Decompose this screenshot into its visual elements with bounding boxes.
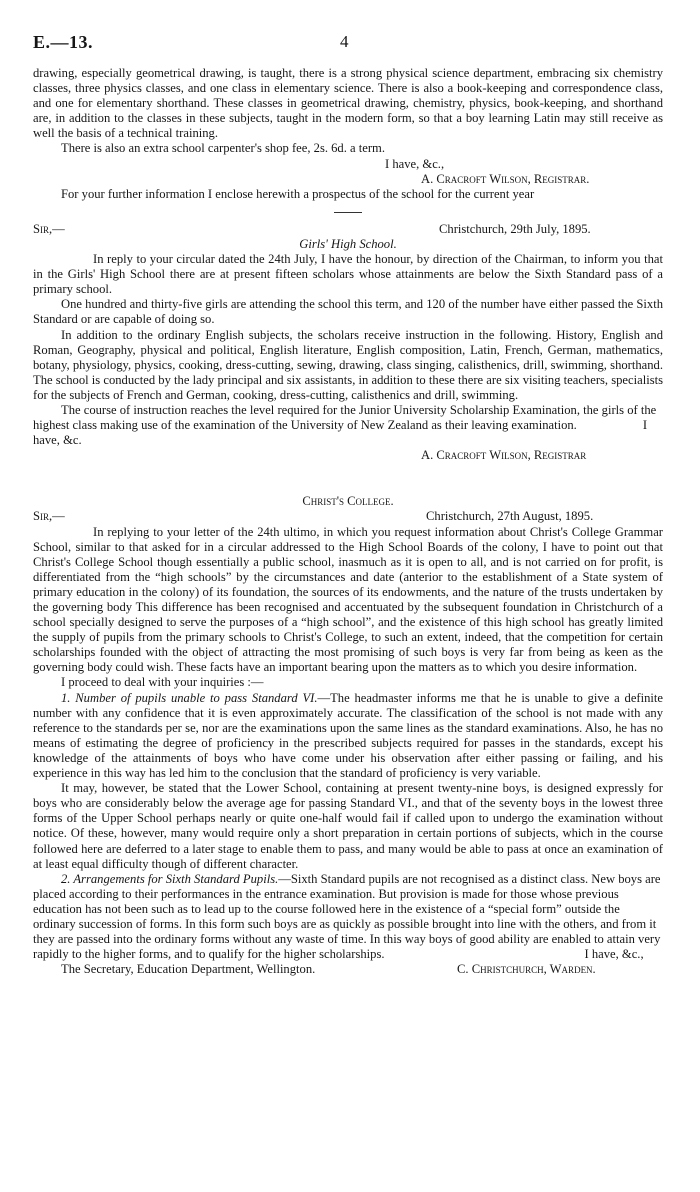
letter3-paragraph-1: In replying to your letter of the 24th ultimo, in which you request information about Christ's College Grammar School, similar to that asked for in a circular addressed to the High School Boards of the colony, I have to point out that Christ's College School though essentially a public school, inasmuch as it is open to all, and is not carried on for profit, is differentiated from the “high schools” by the circumstances and date (anterior to the establishment of a State system of primary education in the colony) of its foundation, the sources of its endowments, and the nature of the trusts undertaken by the governing body This difference has been recognised and accentuated by the subsequent foundation in Christchurch of a school specially designed to serve the purposes of a “high school”, and the existence of this high school has greatly limited the supply of pupils from the primary schools to Christ's College, to such an extent, indeed, that the competition for certain scholarships founded with the object of attracting the most promising of such boys is very far from being as keen as the governing body could wish. These facts have an important bearing upon the matters as to which you desire information. xyxy=(33,524,663,675)
letter3-date: Christchurch, 27th August, 1895. xyxy=(426,509,594,524)
section-spacer xyxy=(33,463,663,494)
letter3-paragraph-3-text: —The headmaster informs me that he is unable to give a definite number with any confidence that it is even approximately accurate. The classification of the school is not made with any reference to the standards per se, nor are the examinations upon the same lines as the standard examinations. Also, he has no means of estimating the degree of proficiency in the prescribed subjects required for passes in the standards, except his knowledge of the attainments of boys who have come under his observation after either passing or failing, and his experience in this way has led him to the conclusion that the standard of proficiency is very variable. xyxy=(33,690,664,781)
letter2-paragraph-3: In addition to the ordinary English subjects, the scholars receive instruction in the following. History, English and Roman, Geography, physical and political, English literature, English composition, Latin, French, German, mathematics, botany, physiology, physics, cooking, dress-cutting, sewing, drawing, class singing, calisthenics, drill, swimming, shorthand. The school is conducted by the lady principal and six assistants, in addition to these there are six visiting teachers, specialists for the subjects of French and German, cooking, dress-cutting, calisthenics and drill, swimming. xyxy=(33,327,663,402)
letter3-addressee: The Secretary, Education Department, Wellington. xyxy=(61,962,316,977)
letter2-date: Christchurch, 29th July, 1895. xyxy=(439,221,591,236)
letter1-signature: A. Cracroft Wilson, Registrar. xyxy=(421,171,590,186)
letter2-signature: A. Cracroft Wilson, Registrar xyxy=(421,448,587,463)
letter2-title-line xyxy=(33,237,663,252)
letter3-salutation: Sir,— xyxy=(33,509,65,524)
letter1-closing: I have, &c., xyxy=(385,156,445,171)
letter3-signature: C. Christchurch, Warden. xyxy=(457,962,596,977)
letter3-paragraph-3-heading: 1. Number of pupils unable to pass Standard VI. xyxy=(61,690,318,705)
letter2-paragraph-4 xyxy=(33,403,663,448)
letter2-salutation: Sir,— xyxy=(33,221,65,236)
letter2-paragraph-2: One hundred and thirty-five girls are attending the school this term, and 120 of the number have either passed the Sixth Standard or are capable of doing so. xyxy=(33,297,663,327)
letter3-paragraph-4: It may, however, be stated that the Lower School, containing at present twenty-nine boys, is designed expressly for boys who are considerably below the average age for passing Standard VI., and that of the seventy boys in the lowest three forms of the Upper School perhaps nearly or quite one-half would fail if called upon to undergo the examination without notice. Of these, however, many would require only a short preparation in certain portions of subjects, which in the course followed here are deferred to a later stage to enable them to pass, and many would be able to pass at once an examination of at least equal difficulty though of different character. xyxy=(33,781,663,871)
page-header xyxy=(33,32,667,54)
letter1-signature-line xyxy=(33,172,663,187)
letter3-closing: I have, &c., xyxy=(584,947,644,962)
letter2-heading-line xyxy=(33,222,663,237)
letter3-title-line xyxy=(33,494,663,509)
letter3-paragraph-5-text: —Sixth Standard pupils are not recognised as a distinct class. New boys are placed according to their performances in the entrance examination. But provision is made for those whose previous education has not been such as to lead up to the course followed here in the existence of a “special form” outside the ordinary succession of forms. In this form such boys are as quickly as possible brought into line with the others, and from it they are passed into the ordinary forms without any waste of time. In this way boys of good ability are enabled to attain very rapidly to the higher forms, and to qualify for the higher scholarships. xyxy=(33,871,661,962)
letter2-signature-line xyxy=(33,448,663,463)
section-divider xyxy=(334,212,362,213)
letter1-closing-line xyxy=(33,157,663,172)
letter2-closing: I have, &c. xyxy=(33,418,648,448)
letter2-paragraph-1: In reply to your circular dated the 24th July, I have the honour, by direction of the Chairman, to inform you that in the Girls' High School there are at present fifteen scholars whose attainments are below the Sixth Standard pass of a primary school. xyxy=(33,252,663,297)
letter3-paragraph-3 xyxy=(33,691,663,782)
letter2-paragraph-4-text: The course of instruction reaches the level required for the Junior University Scholarship Examination, the girls of the highest class making use of the examination of the University of New Zealand as their leaving examination. xyxy=(33,402,657,433)
letter1-paragraph-1: drawing, especially geometrical drawing, is taught, there is a strong physical science department, embracing six chemistry classes, three physics classes, and one class in elementary science. There is also a book-keeping and correspondence class, and one for elementary shorthand. These classes in geometrical drawing, chemistry, physics, book-keeping, and shorthand are, in addition to the classes in these subjects, taught in the modern form, so that a boy learning Latin may still receive as well the basis of a technical training. xyxy=(33,66,663,141)
letter3-heading-line xyxy=(33,509,663,524)
letter3-paragraph-5-heading: 2. Arrangements for Sixth Standard Pupils. xyxy=(61,871,279,886)
page-number: 4 xyxy=(340,32,349,51)
letter3-signoff-line xyxy=(33,962,663,977)
document-reference: E.—13. xyxy=(33,32,94,52)
letter3-title: Christ's College. xyxy=(302,494,394,509)
letter1-paragraph-2: There is also an extra school carpenter's shop fee, 2s. 6d. a term. xyxy=(61,141,385,156)
letter1-paragraph-3: For your further information I enclose herewith a prospectus of the school for the current year xyxy=(61,186,535,201)
letter3-paragraph-2: I proceed to deal with your inquiries :— xyxy=(61,675,264,690)
page-body xyxy=(33,66,663,977)
letter3-paragraph-5 xyxy=(33,872,663,963)
letter2-title: Girls' High School. xyxy=(299,236,397,251)
